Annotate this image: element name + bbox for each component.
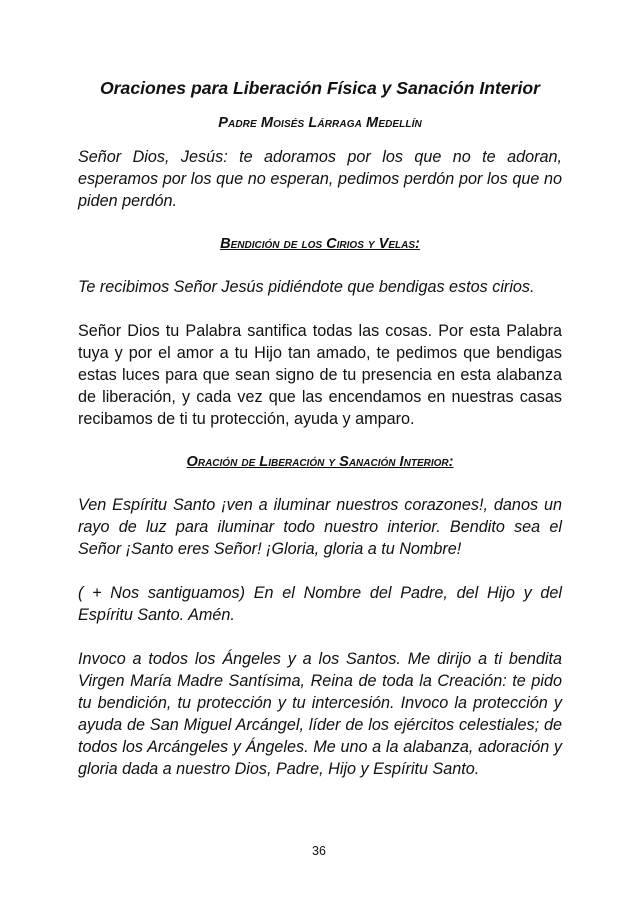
prayer-paragraph-3: Invoco a todos los Ángeles y a los Santos. Me dirijo a ti bendita Virgen María Madre Santísima, Reina de toda la Creación: te pido tu bendición, tu protección y tu intercesión. Invoco la protección y ayuda de San Miguel Arcángel, líder de los ejércitos celestiales; de todos los Arcángeles y Ángeles. Me uno a la alabanza, adoración y gloria dada a nuestro Dios, Padre, Hijo y Espíritu Santo.	[78, 650, 562, 778]
page-content	[78, 74, 562, 780]
document-title: Oraciones para Liberación Física y Sanación Interior	[100, 78, 540, 98]
blessing-paragraph-1: Te recibimos Señor Jesús pidiéndote que bendigas estos cirios.	[78, 278, 535, 296]
intro-paragraph: Señor Dios, Jesús: te adoramos por los que no te adoran, esperamos por los que no esperan, pedimos perdón por los que no piden perdón.	[78, 148, 562, 210]
blessing-paragraph-2: Señor Dios tu Palabra santifica todas las cosas. Por esta Palabra tuya y por el amor a tu Hijo tan amado, te pedimos que bendigas estas luces para que sean signo de tu presencia en esta alabanza de liberación, y cada vez que las encendamos en nuestras casas recibamos de ti tu protección, ayuda y amparo.	[78, 322, 562, 428]
page-number: 36	[312, 844, 326, 858]
prayer-paragraph-2: ( + Nos santiguamos) En el Nombre del Padre, del Hijo y del Espíritu Santo. Amén.	[78, 584, 562, 624]
prayer-paragraph-1: Ven Espíritu Santo ¡ven a iluminar nuestros corazones!, danos un rayo de luz para iluminar todo nuestro interior. Bendito sea el Señor ¡Santo eres Señor! ¡Gloria, gloria a tu Nombre!	[78, 496, 562, 558]
section-heading-blessing: Bendición de los Cirios y Velas:	[220, 236, 420, 252]
section-heading-prayer: Oración de Liberación y Sanación Interior:	[186, 454, 454, 470]
author-line: Padre Moisés Lárraga Medellín	[218, 115, 422, 131]
